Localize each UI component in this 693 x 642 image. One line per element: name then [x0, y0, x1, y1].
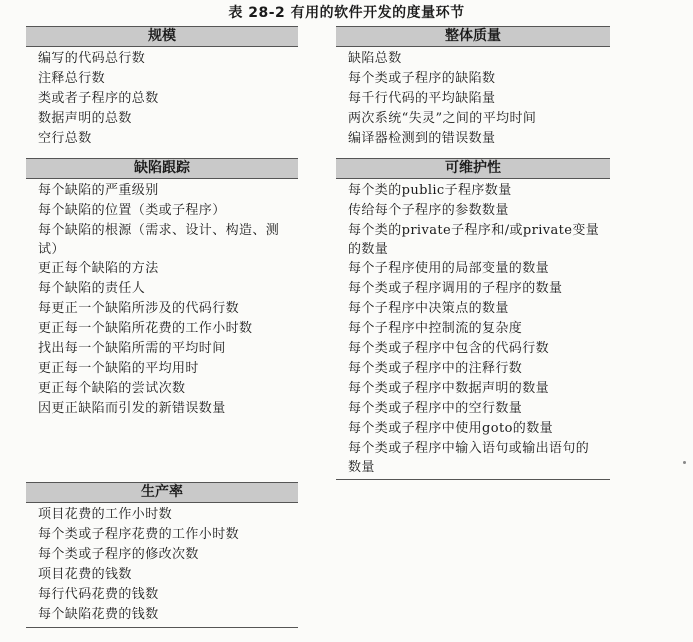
- list-item: 每个缺陷花费的钱数: [38, 607, 159, 622]
- list-item: 每个类或子程序的修改次数: [38, 547, 199, 562]
- list-item: 每更正一个缺陷所涉及的代码行数: [38, 301, 240, 316]
- item-list-defect-tracking: [26, 179, 298, 421]
- list-item: 空行总数: [38, 131, 92, 146]
- list-item: 因更正缺陷而引发的新错误数量: [38, 401, 226, 416]
- item-list-maintainability: [336, 179, 610, 480]
- list-item: 每个缺陷的责任人: [38, 281, 146, 296]
- list-item: 每个缺陷的位置（类或子程序）: [38, 203, 226, 218]
- list-item: 更正每个缺陷的尝试次数: [38, 381, 186, 396]
- section-title-defect-tracking: 缺陷跟踪: [26, 158, 298, 179]
- section-productivity: [26, 482, 298, 628]
- list-item: 两次系统“失灵”之间的平均时间: [348, 111, 537, 126]
- table-caption: 表 28-2 有用的软件开发的度量环节: [228, 5, 465, 21]
- list-item: 项目花费的工作小时数: [38, 507, 173, 522]
- list-item: 数据声明的总数: [38, 111, 132, 126]
- section-overall-quality: [336, 26, 610, 151]
- section-defect-tracking: [26, 158, 298, 421]
- section-scale: [26, 26, 298, 151]
- list-item: 每个类或子程序中的注释行数: [348, 361, 523, 376]
- list-item: 项目花费的钱数: [38, 567, 132, 582]
- list-item: 更正每一个缺陷所花费的工作小时数: [38, 321, 253, 336]
- list-item: 注释总行数: [38, 71, 106, 86]
- list-item: 每个类或子程序中数据声明的数量: [348, 381, 550, 396]
- list-item: 每个类或子程序花费的工作小时数: [38, 527, 240, 542]
- section-title-maintainability: 可维护性: [336, 158, 610, 179]
- list-item: 每个子程序中控制流的复杂度: [348, 321, 523, 336]
- list-item: 类或者子程序的总数: [38, 91, 159, 106]
- list-item: 缺陷总数: [348, 51, 402, 66]
- item-list-productivity: [26, 503, 298, 628]
- list-item: 每千行代码的平均缺陷量: [348, 91, 496, 106]
- section-title-overall-quality: 整体质量: [336, 26, 610, 47]
- list-item: 每个子程序中决策点的数量: [348, 301, 509, 316]
- list-item: 更正每个缺陷的方法: [38, 261, 159, 276]
- list-item: 每个子程序使用的局部变量的数量: [348, 261, 550, 276]
- list-item: 每个类的private子程序和/或private变量的数量: [348, 223, 600, 257]
- list-item: 每个类或子程序的缺陷数: [348, 71, 496, 86]
- list-item: 每个类的public子程序数量: [348, 183, 512, 198]
- section-title-productivity: 生产率: [26, 482, 298, 503]
- item-list-scale: [26, 47, 298, 151]
- list-item: 找出每一个缺陷所需的平均时间: [38, 341, 226, 356]
- scan-speck: [683, 461, 686, 464]
- list-item: 每个类或子程序中的空行数量: [348, 401, 523, 416]
- section-title-scale: 规模: [26, 26, 298, 47]
- list-item: 编译器检测到的错误数量: [348, 131, 496, 146]
- list-item: 每个类或子程序中使用goto的数量: [348, 421, 553, 436]
- list-item: 每个类或子程序调用的子程序的数量: [348, 281, 563, 296]
- list-item: 每个缺陷的根源（需求、设计、构造、测试）: [38, 223, 280, 257]
- list-item: 每个类或子程序中输入语句或输出语句的数量: [348, 441, 590, 475]
- list-item: 更正每一个缺陷的平均用时: [38, 361, 199, 376]
- item-list-overall-quality: [336, 47, 610, 151]
- list-item: 每个缺陷的严重级别: [38, 183, 159, 198]
- list-item: 编写的代码总行数: [38, 51, 146, 66]
- list-item: 每行代码花费的钱数: [38, 587, 159, 602]
- section-maintainability: [336, 158, 610, 480]
- list-item: 传给每个子程序的参数数量: [348, 203, 509, 218]
- list-item: 每个类或子程序中包含的代码行数: [348, 341, 550, 356]
